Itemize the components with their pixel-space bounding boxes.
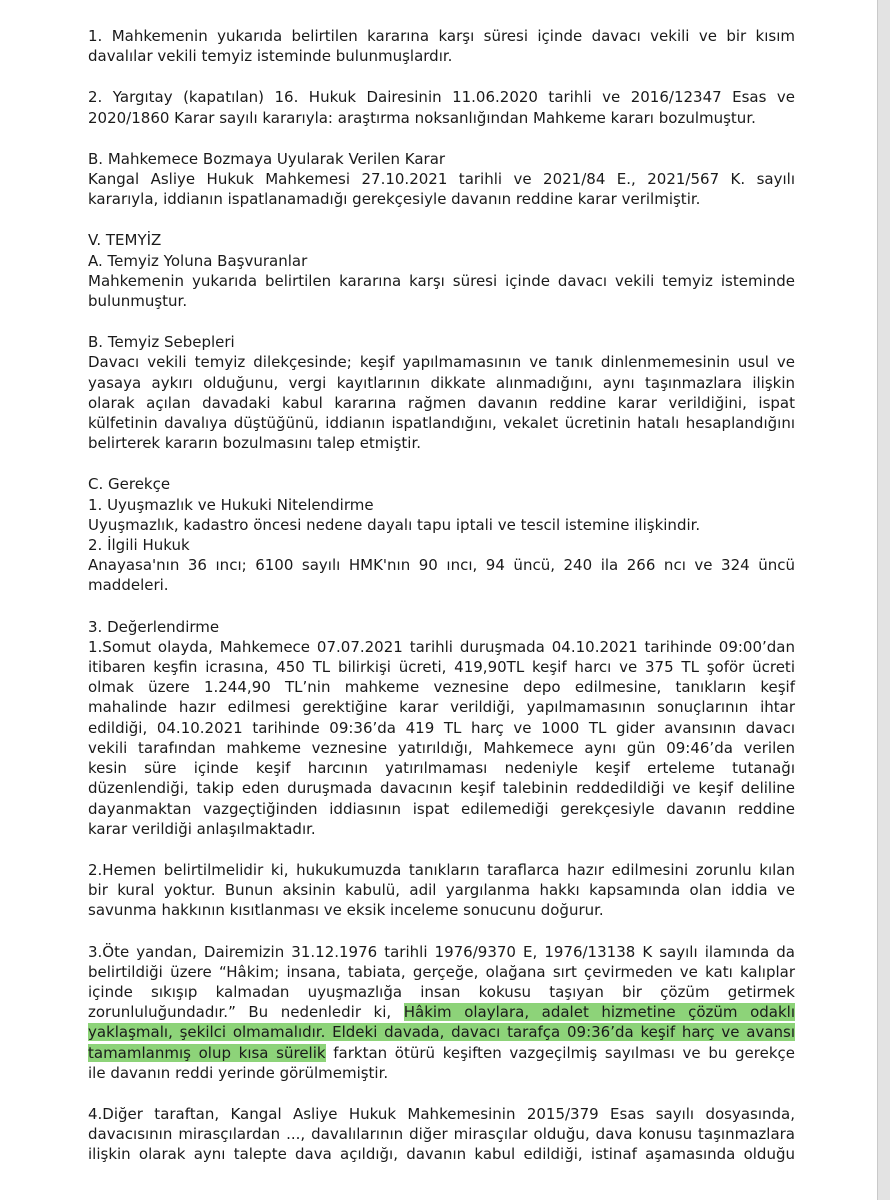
section-bozma-karari bbox=[88, 149, 795, 210]
text-line: Davacı vekili temyiz dilekçesinde; keşif yapılmamasının ve tanık dinlenmemesinin usul ve bbox=[88, 353, 795, 372]
highlighted-text: tamamlanmış olup kısa sürelik bbox=[88, 1043, 326, 1062]
text-line: kesin süre içinde keşif harcının yatırılmaması nedeniyle keşif erteleme tutanağı bbox=[88, 759, 795, 778]
text-line: 4.Diğer taraftan, Kangal Asliye Hukuk Mahkemesinin 2015/379 Esas sayılı dosyasında, bbox=[88, 1104, 795, 1123]
text-line: belirtildiği üzere “Hâkim; insana, tabiata, gerçeğe, olağana sırt çevirmeden ve katı kalıplar bbox=[88, 962, 795, 981]
text-line: Kangal Asliye Hukuk Mahkemesi 27.10.2021 tarihli ve 2021/84 E., 2021/567 K. sayılı bbox=[88, 170, 795, 189]
text-line: dayanmaktan vazgeçtiğinden iddiasının ispat edilemediği gerekçesiyle davanın reddine bbox=[88, 799, 795, 818]
text-segment: farktan ötürü keşiften vazgeçilmiş sayılması ve bu gerekçe bbox=[325, 1043, 795, 1062]
subsection-heading: A. Temyiz Yoluna Başvuranlar bbox=[88, 251, 308, 270]
text-line: Mahkemenin yukarıda belirtilen kararına karşı süresi içinde davacı vekili temyiz isteminde bbox=[88, 271, 795, 290]
text-line: yasaya aykırı olduğunu, vergi kayıtlarının dikkate alınmadığını, aynı taşınmazlara ilişkin bbox=[88, 373, 795, 392]
paragraph-temyiz-2 bbox=[88, 87, 795, 127]
text-line: 1.Somut olayda, Mahkemece 07.07.2021 tarihli duruşmada 04.10.2021 tarihinde 09:00’dan bbox=[88, 637, 795, 656]
section-gerekce bbox=[88, 474, 795, 595]
text-line: Anayasa'nın 36 ıncı; 6100 sayılı HMK'nın 90 ıncı, 94 üncü, 240 ila 266 ncı ve 324 üncü bbox=[88, 556, 795, 575]
text-line: davalılar vekili temyiz isteminde bulunmuşlardır. bbox=[88, 47, 453, 66]
text-line: savunma hakkının kısıtlanması ve eksik inceleme sonucunu doğurur. bbox=[88, 901, 604, 920]
section-temyiz-sebepleri bbox=[88, 332, 795, 453]
subsection-heading: 1. Uyuşmazlık ve Hukuki Nitelendirme bbox=[88, 495, 374, 514]
text-line: içinde sıkışıp kalmadan uyuşmazlığa insan kokusu taşıyan bir çözüm getirmek bbox=[88, 982, 795, 1001]
text-line: bir kural yoktur. Bunun aksinin kabulü, adil yargılanma hakkı kapsamında olan iddia ve bbox=[88, 881, 795, 900]
text-line: olmak üzere 1.244,90 TL’nin mahkeme veznesine depo edilmesine, tanıkların keşif bbox=[88, 678, 795, 697]
text-line: düzenlendiği, takip eden duruşmada davacının keşif talebinin reddedildiği ve keşif deliline bbox=[88, 779, 795, 798]
text-line: bulunmuştur. bbox=[88, 292, 188, 311]
text-line: ile davanın reddi yerinde görülmemiştir. bbox=[88, 1063, 389, 1082]
text-line: 2020/1860 Karar sayılı kararıyla: araştırma noksanlığından Mahkeme kararı bozulmuştur. bbox=[88, 108, 756, 127]
section-heading: V. TEMYİZ bbox=[88, 231, 162, 250]
text-line: 3.Öte yandan, Dairemizin 31.12.1976 tarihli 1976/9370 E, 1976/13138 K sayılı ilamında da bbox=[88, 942, 795, 961]
text-line: belirterek kararın bozulmasını talep etmiştir. bbox=[88, 434, 422, 453]
text-line: maddeleri. bbox=[88, 576, 169, 595]
text-line: davacısının mirasçılardan ..., davalılarının diğer mirasçılar olduğu, dava konusu taşınmazlara bbox=[88, 1125, 795, 1144]
paragraph-degerlendirme-2 bbox=[88, 860, 795, 921]
subsection-heading: 3. Değerlendirme bbox=[88, 617, 220, 636]
text-line bbox=[88, 1002, 795, 1022]
section-heading: C. Gerekçe bbox=[88, 475, 171, 494]
text-line: 2.Hemen belirtilmelidir ki, hukukumuzda tanıkların taraflarca hazır edilmesini zorunlu kılan bbox=[88, 860, 795, 879]
text-line: 2. Yargıtay (kapatılan) 16. Hukuk Dairesinin 11.06.2020 tarihli ve 2016/12347 Esas ve bbox=[88, 88, 795, 107]
highlighted-text: yaklaşmalı, şekilci olmamalıdır. Eldeki davada, davacı tarafça 09:36’da keşif harç ve avansı bbox=[88, 1023, 795, 1042]
section-degerlendirme bbox=[88, 617, 795, 839]
paragraph-temyiz-1 bbox=[88, 26, 795, 66]
text-segment: zorunluluğundadır.” Bu nedenledir ki, bbox=[88, 1003, 404, 1022]
subsection-heading: B. Temyiz Sebepleri bbox=[88, 333, 235, 352]
text-line: Uyuşmazlık, kadastro öncesi nedene dayalı tapu iptali ve tescil istemine ilişkindir. bbox=[88, 515, 701, 534]
text-line: vekili tarafından mahkeme veznesine yatırıldığı, Mahkemece aynı gün 09:46’da verilen bbox=[88, 738, 795, 757]
text-line bbox=[88, 1022, 795, 1042]
highlighted-text: Hâkim olaylara, adalet hizmetine çözüm odaklı bbox=[403, 1003, 795, 1022]
text-line: mahalinde hazır edilmesi gerektiğine karar verildiği, yapılmamasının sonuçlarının ihtar bbox=[88, 698, 795, 717]
text-line: itibaren keşfin icrasına, 450 TL bilirkişi ücreti, 419,90TL keşif harcı ve 375 TL şoför ücreti bbox=[88, 658, 795, 677]
paragraph-degerlendirme-4 bbox=[88, 1104, 795, 1165]
text-line: karar verildiği anlaşılmaktadır. bbox=[88, 819, 316, 838]
section-heading: B. Mahkemece Bozmaya Uyularak Verilen Karar bbox=[88, 149, 446, 168]
section-temyiz bbox=[88, 230, 795, 311]
text-line: kararıyla, iddianın ispatlanamadığı gerekçesiyle davanın reddine karar verilmiştir. bbox=[88, 190, 701, 209]
text-line bbox=[88, 1043, 795, 1063]
paragraph-degerlendirme-3 bbox=[88, 942, 795, 1083]
text-line: olarak açılan davadaki kabul kararına rağmen davanın reddine karar verildiğini, ispat bbox=[88, 393, 795, 412]
text-line: ilişkin olarak aynı talepte dava açıldığı, davanın kabul edildiği, istinaf aşamasında olduğu bbox=[88, 1145, 795, 1164]
text-line: 1. Mahkemenin yukarıda belirtilen kararına karşı süresi içinde davacı vekili ve bir kısım bbox=[88, 27, 795, 45]
text-line: edildiği, 04.10.2021 tarihinde 09:36’da 419 TL harç ve 1000 TL gider avansının davacı bbox=[88, 718, 795, 737]
text-line: külfetinin davalıya düştüğünü, iddianın ispatlandığını, vekalet ücretinin hatalı hesaplandığını bbox=[88, 414, 795, 433]
subsection-heading: 2. İlgili Hukuk bbox=[88, 536, 190, 555]
